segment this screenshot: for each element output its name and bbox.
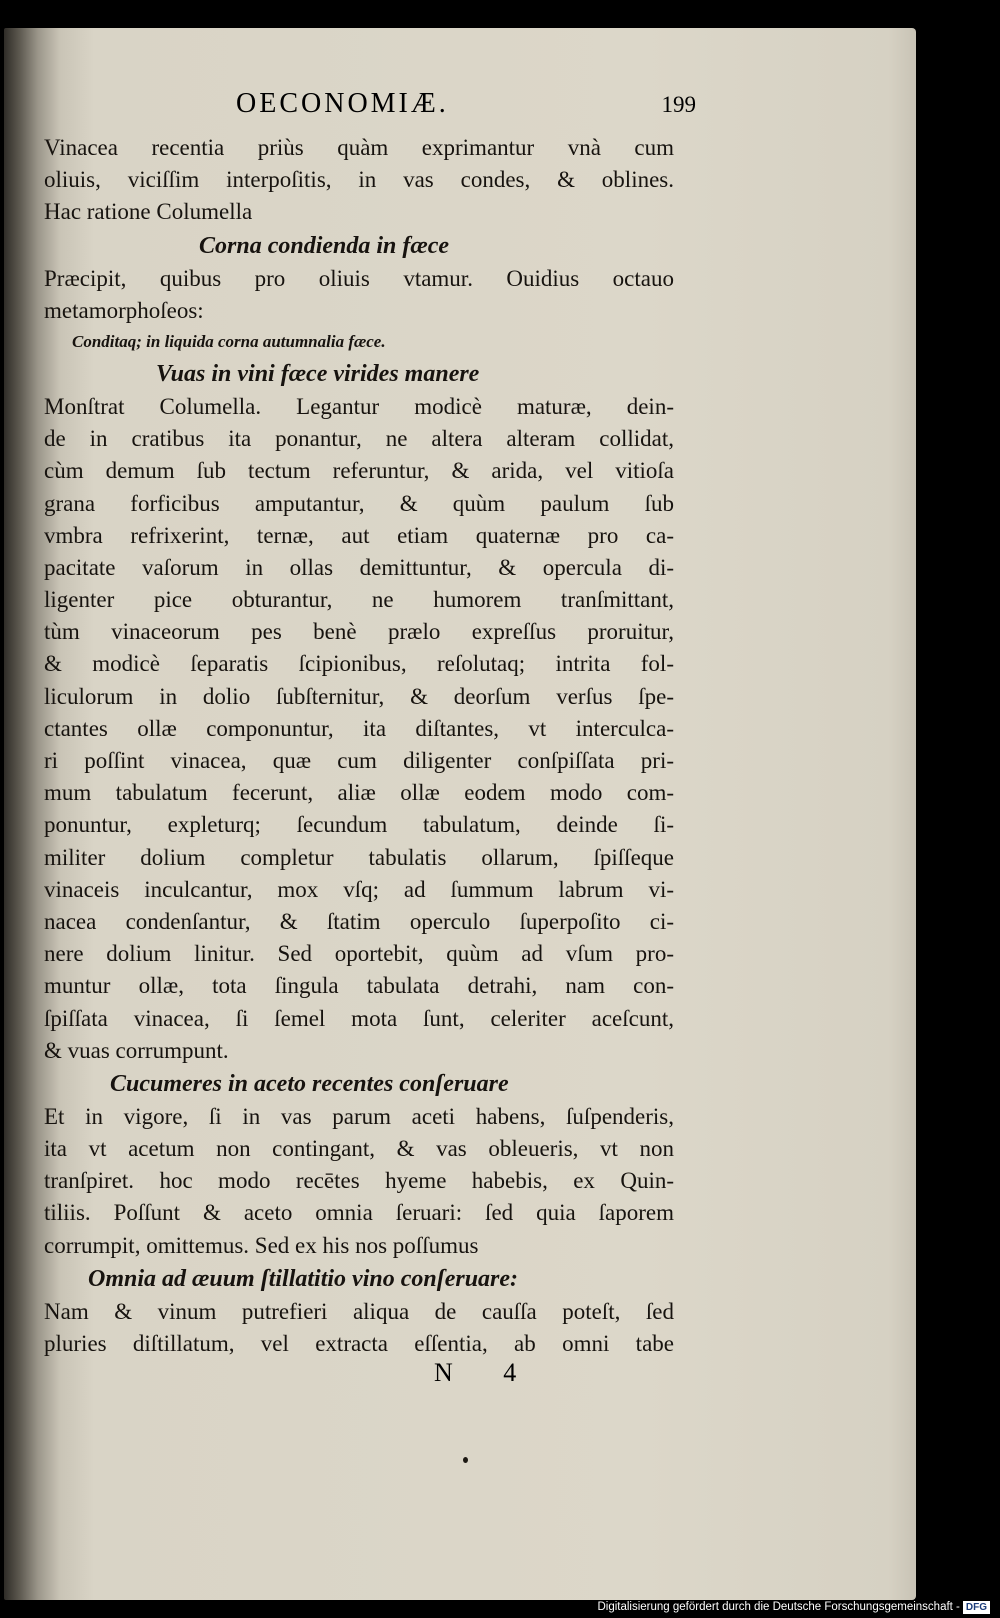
text-line: nacea condenſantur, & ſtatim operculo ſuperpoſito ci- [44, 908, 674, 934]
text-line: nere dolium linitur. Sed oportebit, quùm ad vſum pro- [44, 941, 674, 967]
text-line: de in cratibus ita ponantur, ne altera alteram collidat, [44, 426, 674, 452]
text-line: ponuntur, expleturq; ſecundum tabulatum, deinde ſi- [44, 812, 674, 838]
signature-mark: N 4 [434, 1358, 539, 1387]
text-line: muntur ollæ, tota ſingula tabulata detrahi, nam con- [44, 973, 674, 999]
running-title: OECONOMIÆ. [236, 88, 449, 119]
text-line: ita vt acetum non contingant, & vas obleueris, vt non [44, 1136, 674, 1162]
text-line: pacitate vaſorum in ollas demittuntur, & opercula di- [44, 554, 674, 580]
running-header [44, 88, 694, 124]
text-line: & vuas corrumpunt. [44, 1037, 229, 1063]
section-heading: Corna condienda in fæce [199, 232, 450, 259]
text-line: Et in vigore, ſi in vas parum aceti habens, ſuſpenderis, [44, 1103, 674, 1129]
dfg-logo: DFG [963, 1601, 990, 1614]
text-line: Præcipit, quibus pro oliuis vtamur. Ouidius octauo [44, 265, 674, 291]
section-heading: Omnia ad æuum ſtillatitio vino conſeruare: [88, 1265, 519, 1292]
text-line: tranſpiret. hoc modo recētes hyeme habebis, ex Quin- [44, 1168, 674, 1194]
text-line: liculorum in dolio ſubſternitur, & deorſum verſus ſpe- [44, 683, 674, 709]
text-line: tùm vinaceorum pes benè prælo expreſſus proruitur, [44, 619, 674, 645]
text-line: cùm demum ſub tectum referuntur, & arida, vel vitioſa [44, 458, 674, 484]
text-line: metamorphoſeos: [44, 297, 204, 323]
text-line: vmbra refrixerint, ternæ, aut etiam quaternæ pro ca- [44, 522, 674, 548]
text-line: tiliis. Poſſunt & aceto omnia ſeruari: ſed quia ſaporem [44, 1200, 674, 1226]
text-line: corrumpit, omittemus. Sed ex his nos poſſumus [44, 1232, 479, 1258]
page-number: 199 [661, 92, 696, 117]
text-line: & modicè ſeparatis ſcipionibus, reſolutaq; intrita fol- [44, 651, 674, 677]
page-body [44, 132, 674, 1360]
text-line: Hac ratione Columella [44, 199, 253, 225]
text-line: militer dolium completur tabulatis ollarum, ſpiſſeque [44, 844, 674, 870]
ink-speck [463, 1457, 468, 1463]
footer-text: Digitalisierung gefördert durch die Deutsche Forschungsgemeinschaft - [597, 1601, 960, 1613]
digitization-footer [597, 1599, 990, 1615]
text-line: Vinacea recentia priùs quàm exprimantur vnà cum [44, 135, 674, 160]
text-line: vinaceis inculcantur, mox vſq; ad ſummum labrum vi- [44, 876, 674, 902]
text-line: Nam & vinum putrefieri aliqua de cauſſa poteſt, ſed [44, 1298, 674, 1324]
text-line: ſpiſſata vinacea, ſi ſemel mota ſunt, celeriter aceſcunt, [44, 1005, 674, 1031]
text-line: oliuis, viciſſim interpoſitis, in vas condes, & oblines. [44, 167, 674, 193]
text-line: mum tabulatum fecerunt, aliæ ollæ eodem modo com- [44, 780, 674, 806]
verse-quotation: Conditaq; in liquida corna autumnalia fæce. [72, 331, 386, 351]
text-line: ri poſſint vinacea, quæ cum diligenter conſpiſſata pri- [44, 748, 674, 773]
section-heading: Cucumeres in aceto recentes conſeruare [110, 1070, 509, 1097]
text-line: pluries diſtillatum, vel extracta eſſentia, ab omni tabe [44, 1331, 674, 1356]
text-line: grana forficibus amputantur, & quùm paulum ſub [44, 490, 674, 516]
text-line: Monſtrat Columella. Legantur modicè maturæ, dein- [44, 393, 674, 419]
text-line: ctantes ollæ componuntur, ita diſtantes, vt interculca- [44, 715, 674, 741]
section-heading: Vuas in vini fæce virides manere [156, 360, 480, 387]
text-line: ligenter pice obturantur, ne humorem tranſmittant, [44, 587, 674, 613]
